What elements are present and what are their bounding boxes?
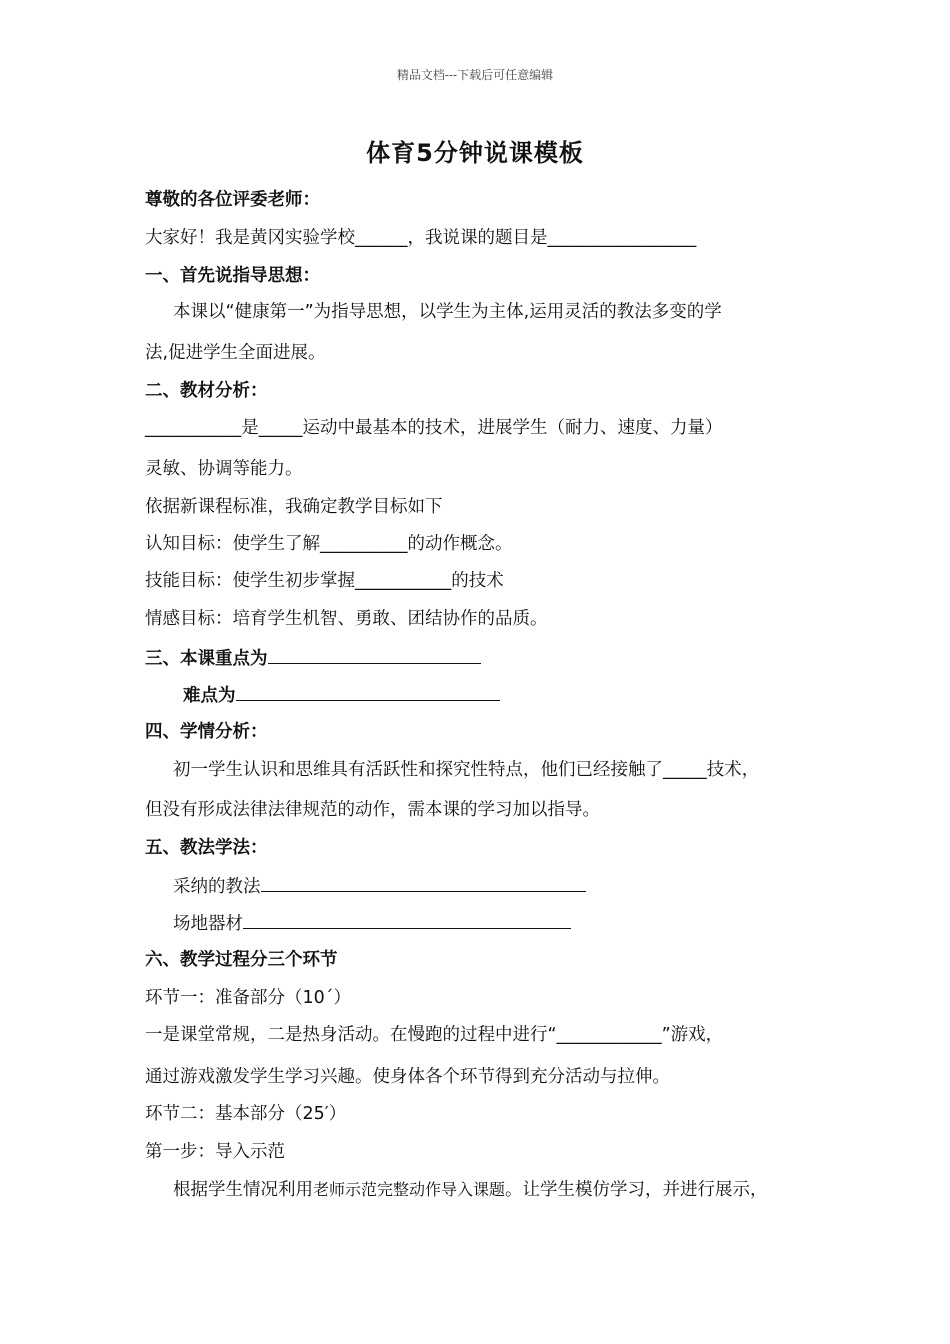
step-1-text-b: 老师示范完整动作导入课题: [313, 1180, 506, 1199]
section-5-heading: 五、教法学法：: [145, 838, 268, 858]
stage-1-title: 环节一：准备部分（10´）: [145, 988, 352, 1008]
section-2-paragraph-line-2: 灵敏、协调等能力。: [145, 459, 303, 479]
step-1-text-a: 根据学生情况利用: [173, 1180, 313, 1200]
key-point-line: [145, 645, 481, 671]
key-point-blank: [268, 645, 481, 664]
section-1-paragraph-line-2: 法,促进学生全面进展。: [145, 343, 326, 363]
equipment-blank: [243, 910, 571, 929]
section-4-paragraph-line-1: 初一学生认识和思维具有活跃性和探究性特点，他们已经接触了_____技术，: [173, 760, 760, 780]
stage-1-paragraph-line-2: 通过游戏激发学生学习兴趣。使身体各个环节得到充分活动与拉伸。: [145, 1067, 670, 1087]
intro-line: 大家好！我是黄冈实验学校______，我说课的题目是_________________: [145, 228, 697, 248]
difficulty-line: [183, 682, 500, 708]
step-1-title: 第一步：导入示范: [145, 1142, 285, 1162]
section-2-heading: 二、教材分析：: [145, 381, 268, 401]
section-1-heading: 一、首先说指导思想：: [145, 266, 320, 286]
cognitive-goal: 认知目标：使学生了解__________的动作概念。: [145, 534, 513, 554]
teaching-method-line: [173, 873, 586, 899]
section-6-heading: 六、教学过程分三个环节: [145, 950, 338, 970]
section-2-paragraph-line-1: ___________是_____运动中最基本的技术，进展学生（耐力、速度、力量）: [145, 418, 723, 438]
difficulty-blank: [236, 682, 500, 701]
section-4-heading: 四、学情分析：: [145, 722, 268, 742]
salutation: 尊敬的各位评委老师：: [145, 190, 320, 210]
section-1-paragraph-line-1: 本课以“健康第一”为指导思想，以学生为主体,运用灵活的教法多变的学: [173, 302, 722, 322]
stage-2-title: 环节二：基本部分（25′）: [145, 1104, 347, 1124]
document-title: 体育5分钟说课模板: [366, 139, 584, 167]
teaching-method-blank: [261, 873, 586, 892]
step-1-text-c: 。让学生模仿学习，并进行展示，: [505, 1180, 768, 1200]
step-1-paragraph: [173, 1178, 768, 1202]
skill-goal: 技能目标：使学生初步掌握___________的技术: [145, 571, 504, 591]
section-4-paragraph-line-2: 但没有形成法律法律规范的动作，需本课的学习加以指导。: [145, 800, 600, 820]
teaching-method-label: 采纳的教法: [173, 877, 261, 897]
equipment-line: [173, 910, 571, 936]
difficulty-label: 难点为: [183, 686, 236, 706]
equipment-label: 场地器材: [173, 914, 243, 934]
stage-1-paragraph-line-1: 一是课堂常规，二是热身活动。在慢跑的过程中进行“____________”游戏，: [145, 1025, 724, 1045]
affective-goal: 情感目标：培育学生机智、勇敢、团结协作的品质。: [145, 609, 548, 629]
section-2-goals-intro: 依据新课程标准，我确定教学目标如下: [145, 497, 443, 517]
page-header: 精品文档---下载后可任意编辑: [396, 68, 554, 82]
key-point-label: 三、本课重点为: [145, 649, 268, 669]
